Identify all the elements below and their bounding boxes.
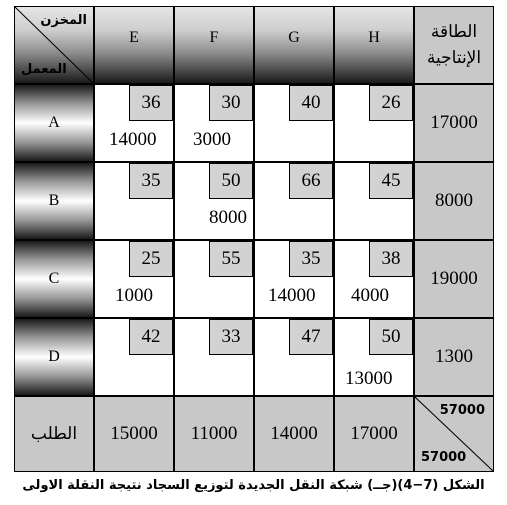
row-header-b: B [14,162,94,240]
cell-b-f [174,162,254,240]
cost-box: 25 [129,241,173,277]
allocation: 13000 [345,368,393,389]
cost-box: 38 [369,241,413,277]
cost-box: 26 [369,85,413,121]
allocation: 4000 [351,285,389,306]
cell-c-e [94,240,174,318]
allocation: 8000 [209,207,247,228]
cost-box: 30 [209,85,253,121]
cell-b-h [334,162,414,240]
capacity-header [414,6,494,84]
capacity-c: 19000 [414,240,494,318]
allocation: 1000 [115,285,153,306]
demand-h: 17000 [334,396,414,472]
demand-label [14,396,94,472]
cost-box: 50 [369,319,413,355]
transportation-table [14,6,494,472]
cost-box: 40 [289,85,333,121]
cell-d-e [94,318,174,396]
cost-box: 36 [129,85,173,121]
capacity-b: 8000 [414,162,494,240]
cost-box: 50 [209,163,253,199]
totals-corner [414,396,494,472]
demand-total: 57000 [421,450,467,465]
allocation: 14000 [109,129,157,150]
cell-b-g [254,162,334,240]
cell-a-e [94,84,174,162]
cell-c-g [254,240,334,318]
corner-header [14,6,94,84]
demand-e: 15000 [94,396,174,472]
capacity-a: 17000 [414,84,494,162]
demand-g: 14000 [254,396,334,472]
demand-label-text: الطلب [30,424,78,444]
column-header-f: F [174,6,254,84]
cost-box: 45 [369,163,413,199]
column-header-h: H [334,6,414,84]
allocation: 3000 [193,129,231,150]
demand-f: 11000 [174,396,254,472]
corner-bottom-label: المعمل [21,62,67,77]
cell-d-g [254,318,334,396]
supply-total: 57000 [439,403,485,418]
cost-box: 35 [289,241,333,277]
cost-box: 66 [289,163,333,199]
capacity-d: 1300 [414,318,494,396]
cell-a-f [174,84,254,162]
cost-box: 55 [209,241,253,277]
cell-c-f [174,240,254,318]
cell-a-g [254,84,334,162]
column-header-e: E [94,6,174,84]
row-header-c: C [14,240,94,318]
column-header-g: G [254,6,334,84]
allocation: 14000 [268,285,316,306]
corner-top-label: المخزن [40,13,87,28]
cost-box: 42 [129,319,173,355]
cell-d-h [334,318,414,396]
cost-box: 35 [129,163,173,199]
figure-caption: الشكل (7−4)(جــ) شبكة النقل الجديدة لتوزيع السجاد نتيجة النقلة الاولى [22,478,485,493]
capacity-header-label: الطاقة الإنتاجية [426,21,482,68]
cost-box: 47 [289,319,333,355]
cost-box: 33 [209,319,253,355]
row-header-a: A [14,84,94,162]
cell-c-h [334,240,414,318]
row-header-d: D [14,318,94,396]
cell-b-e [94,162,174,240]
cell-d-f [174,318,254,396]
cell-a-h [334,84,414,162]
